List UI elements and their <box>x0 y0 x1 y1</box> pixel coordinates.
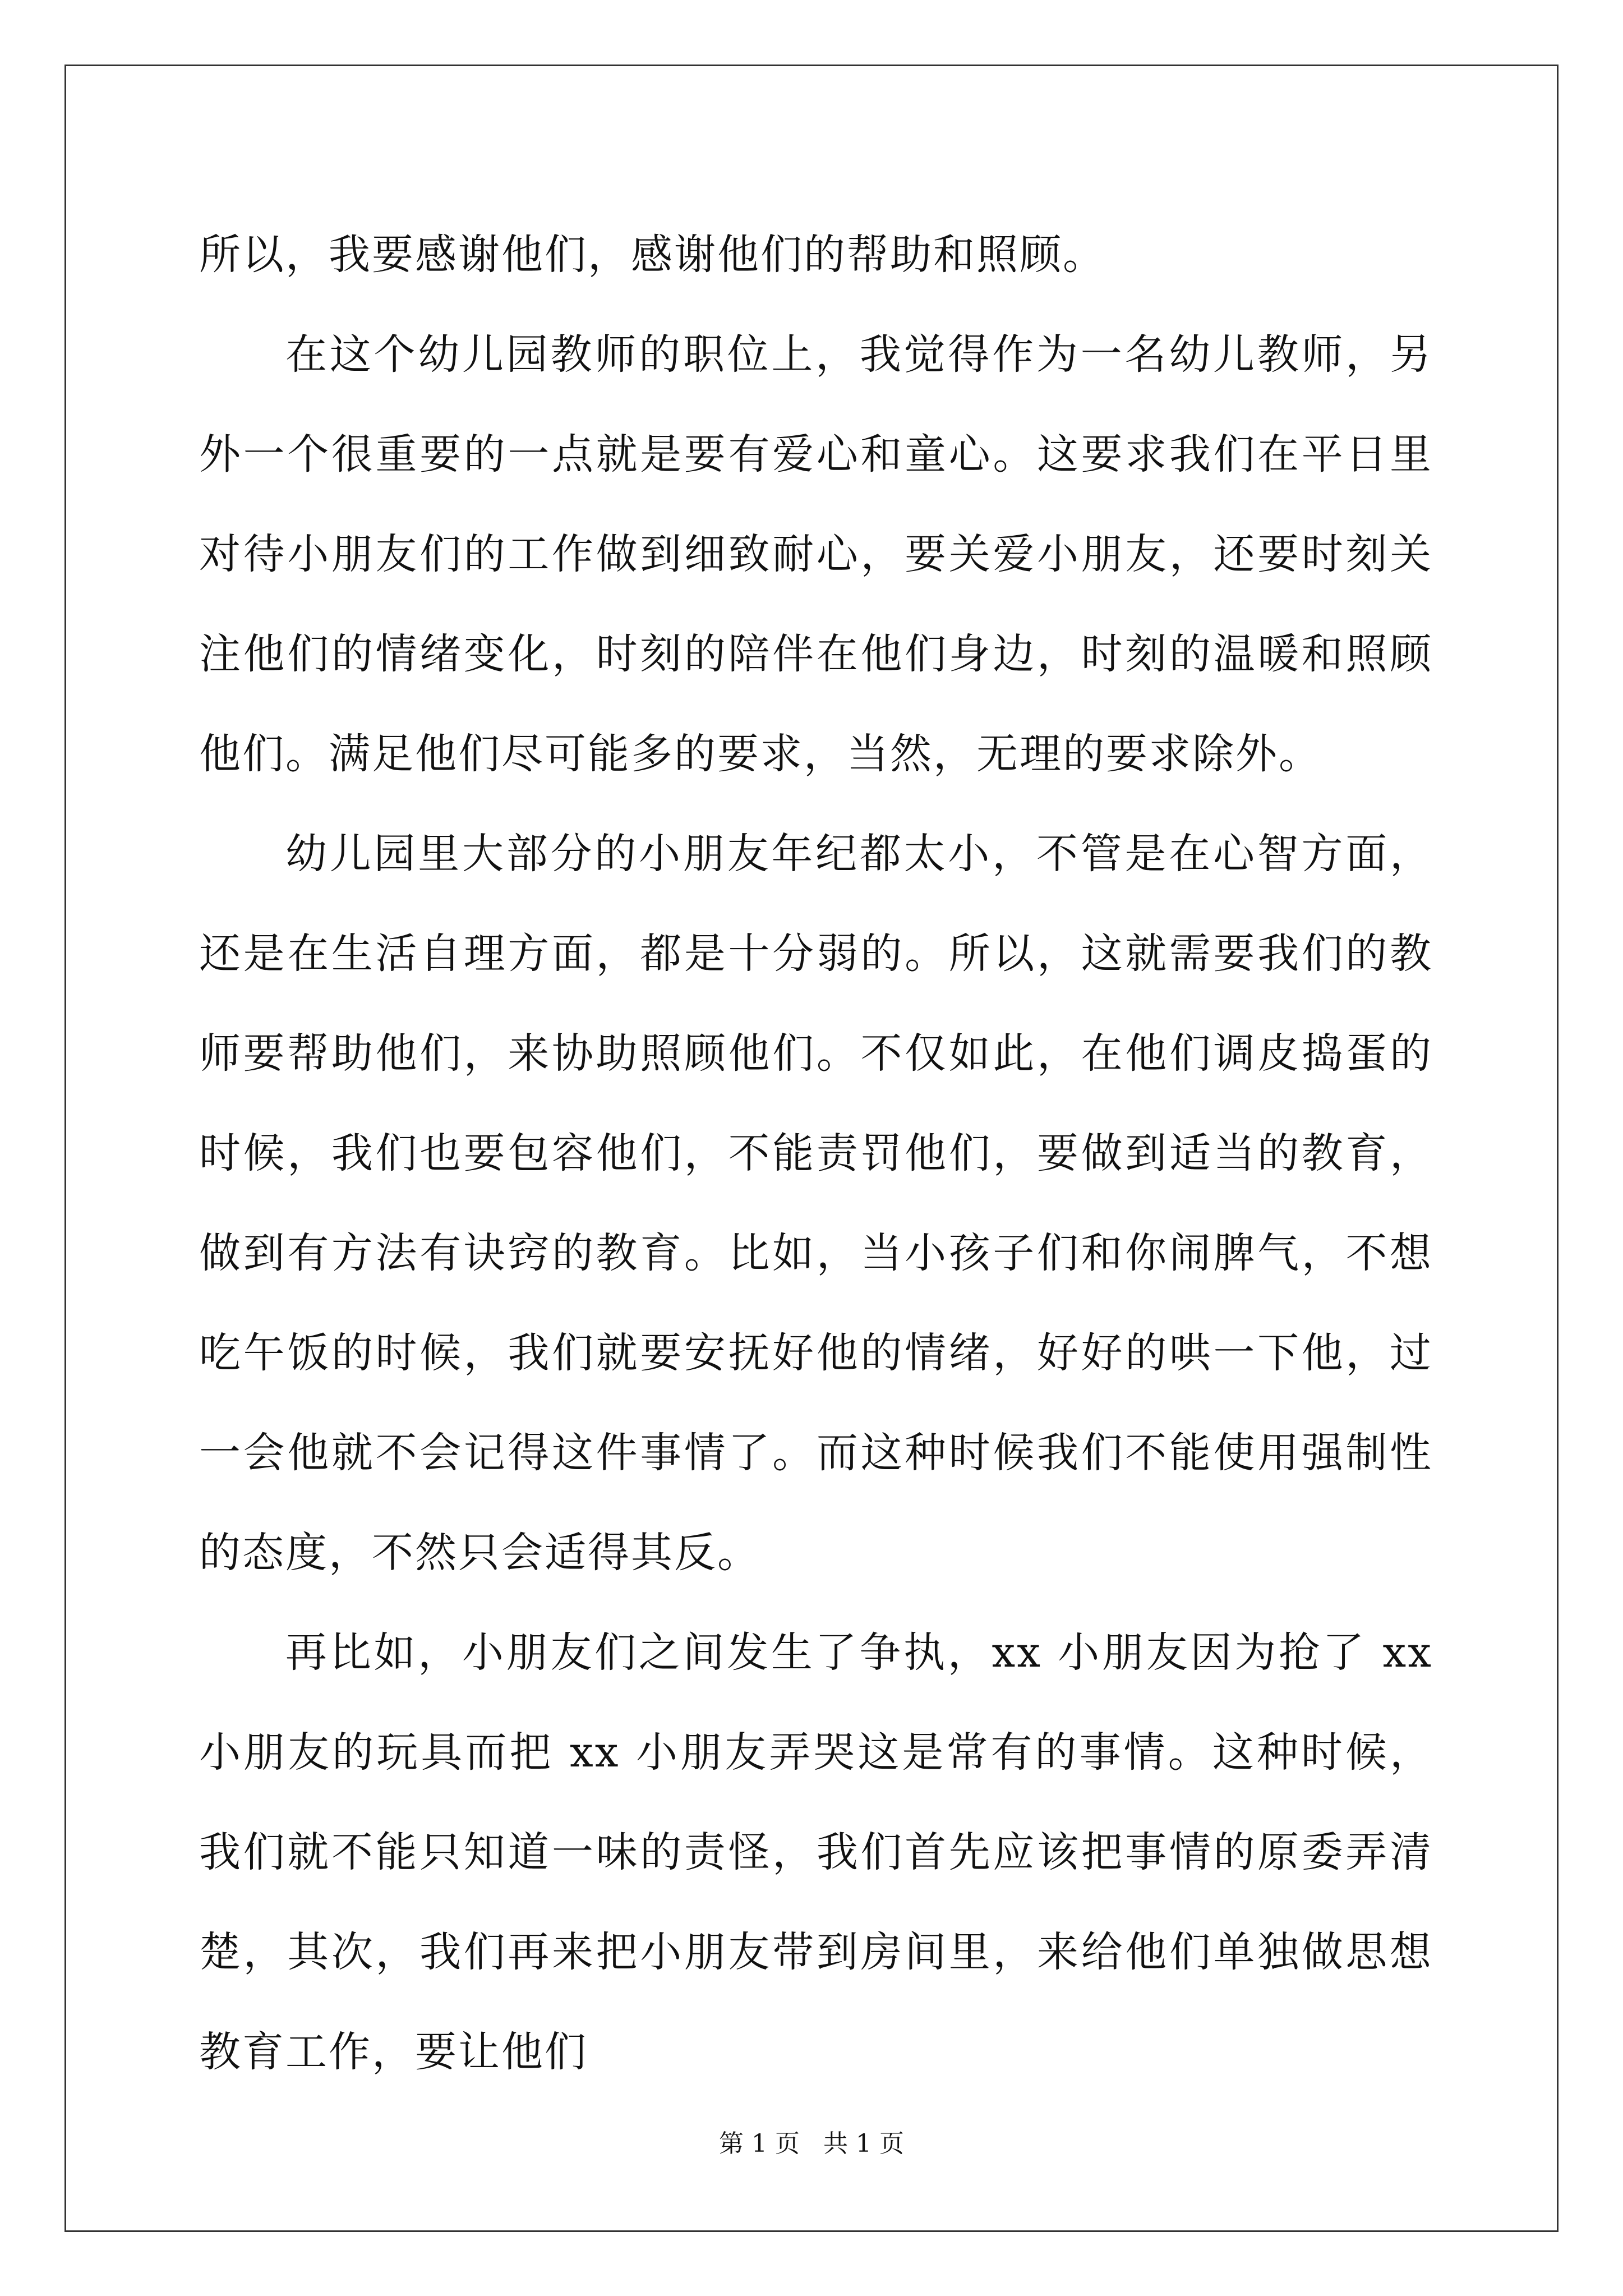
document-body <box>199 205 1433 2102</box>
paragraph-3: 幼儿园里大部分的小朋友年纪都太小，不管是在心智方面，还是在生活自理方面，都是十分弱的。所以，这就需要我们的教师要帮助他们，来协助照顾他们。不仅如此，在他们调皮捣蛋的时候，我们也要包容他们，不能责罚他们，要做到适当的教育，做到有方法有诀窍的教育。比如，当小孩子们和你闹脾气，不想吃午饭的时候，我们就要安抚好他的情绪，好好的哄一下他，过一会他就不会记得这件事情了。而这种时候我们不能使用强制性的态度，不然只会适得其反。 <box>199 830 1433 1577</box>
paragraph-2: 在这个幼儿园教师的职位上，我觉得作为一名幼儿教师，另外一个很重要的一点就是要有爱心和童心。这要求我们在平日里对待小朋友们的工作做到细致耐心，要关爱小朋友，还要时刻关注他们的情绪变化，时刻的陪伴在他们身边，时刻的温暖和照顾他们。满足他们尽可能多的要求，当然，无理的要求除外。 <box>199 330 1433 778</box>
page-footer: 第 1 页 共 1 页 <box>719 2129 904 2158</box>
paragraph-1: 所以，我要感谢他们，感谢他们的帮助和照顾。 <box>199 231 1106 279</box>
paragraph-4: 再比如，小朋友们之间发生了争执，xx 小朋友因为抢了 xx 小朋友的玩具而把 xx 小朋友弄哭这是常有的事情。这种时候，我们就不能只知道一味的责怪，我们首先应该把事情的原委弄清楚，其次，我们再来把小朋友带到房间里，来给他们单独做思想教育工作，要让他们 <box>199 1628 1433 2076</box>
